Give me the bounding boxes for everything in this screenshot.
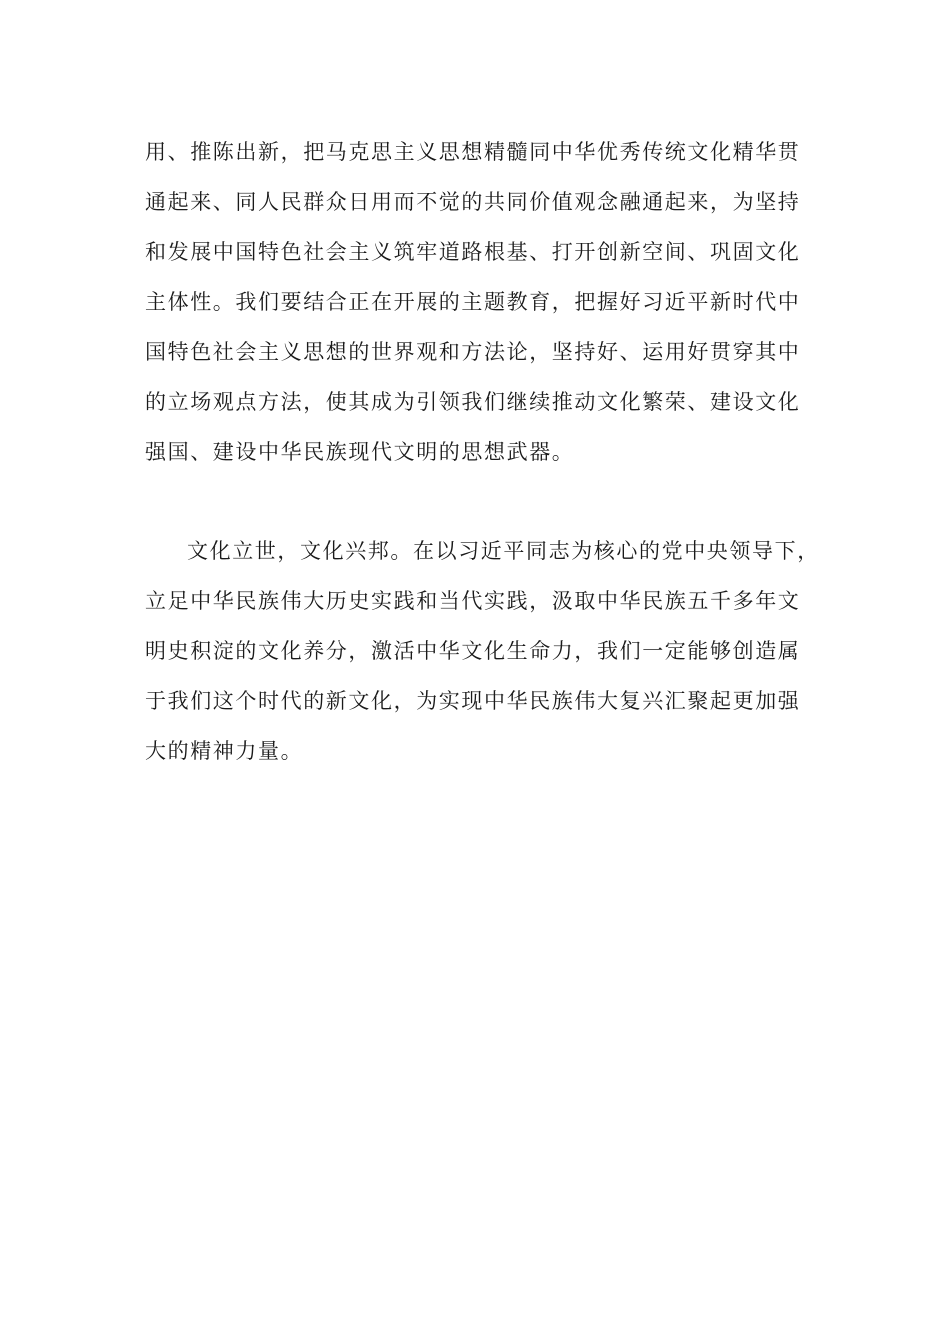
text-line: 和发展中国特色社会主义筑牢道路根基、打开创新空间、巩固文化 (145, 240, 801, 264)
text-line: 于我们这个时代的新文化，为实现中华民族伟大复兴汇聚起更加强 (145, 689, 801, 713)
text-line: 用、推陈出新，把马克思主义思想精髓同中华优秀传统文化精华贯 (145, 140, 801, 164)
paragraph-continuation (145, 127, 810, 477)
text-line: 强国、建设中华民族现代文明的思想武器。 (145, 440, 575, 464)
paragraph-conclusion (145, 526, 820, 776)
text-line: 立足中华民族伟大历史实践和当代实践，汲取中华民族五千多年文 (145, 589, 801, 613)
text-line: 大的精神力量。 (145, 739, 304, 763)
text-line: 明史积淀的文化养分，激活中华文化生命力，我们一定能够创造属 (145, 639, 801, 663)
text-line: 主体性。我们要结合正在开展的主题教育，把握好习近平新时代中 (145, 290, 801, 314)
text-line: 通起来、同人民群众日用而不觉的共同价值观念融通起来，为坚持 (145, 190, 801, 214)
text-line-indented: 文化立世，文化兴邦。在以习近平同志为核心的党中央领导下， (187, 539, 820, 563)
text-line: 的立场观点方法，使其成为引领我们继续推动文化繁荣、建设文化 (145, 390, 801, 414)
text-line: 国特色社会主义思想的世界观和方法论，坚持好、运用好贯穿其中 (145, 340, 801, 364)
